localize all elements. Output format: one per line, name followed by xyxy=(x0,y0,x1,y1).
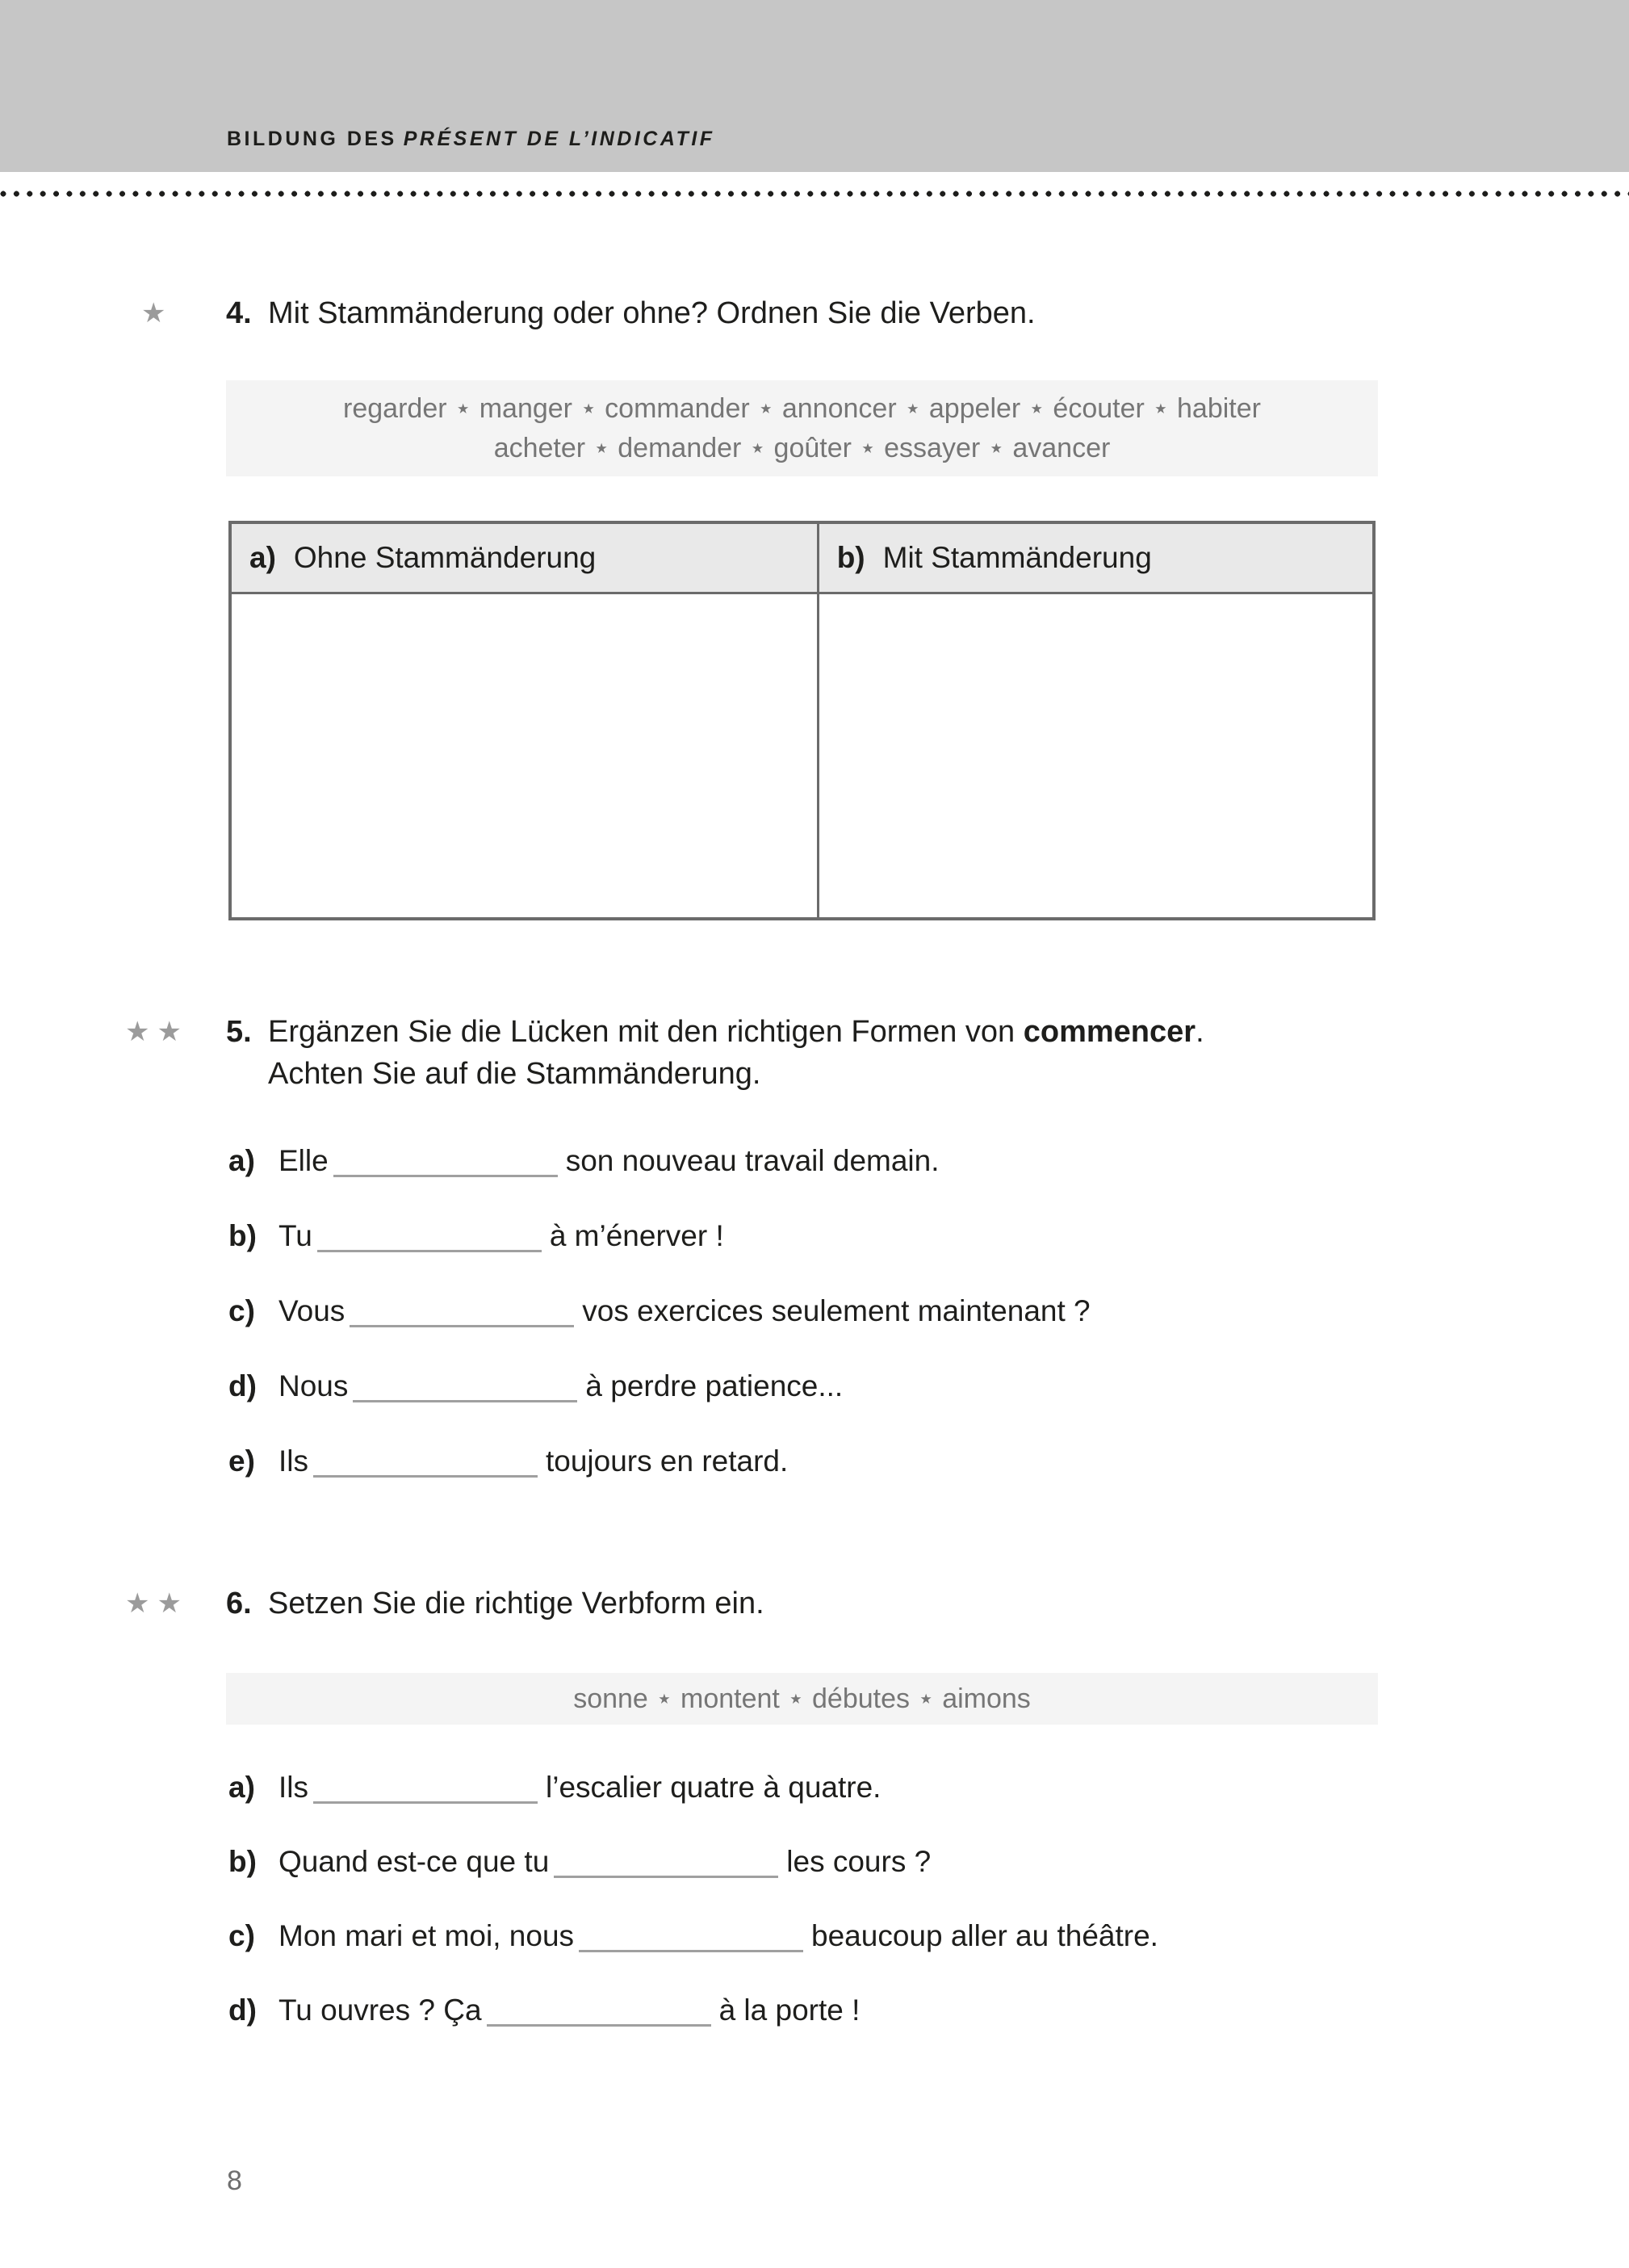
header-banner xyxy=(0,0,1629,172)
word-bank-ex6 xyxy=(226,1673,1378,1725)
title-text: Ergänzen Sie die Lücken mit den richtigen Formen von xyxy=(268,1015,1024,1049)
item-text-pre: Tu xyxy=(278,1219,312,1252)
word-bank-ex4 xyxy=(226,380,1378,476)
title-line-2: Achten Sie auf die Stammänderung. xyxy=(268,1057,761,1091)
word-bank-line: acheter ⋆ demander ⋆ goûter ⋆ essayer ⋆ avancer xyxy=(493,433,1111,463)
sort-table-body-row xyxy=(232,594,1372,917)
exercise-6-heading xyxy=(0,1586,1629,1621)
item-text-pre: Vous xyxy=(278,1294,345,1327)
blank-line xyxy=(487,1994,711,2027)
column-label: b) xyxy=(836,541,865,574)
sort-table-header-row xyxy=(232,524,1372,594)
item-text-post: vos exercices seulement maintenant ? xyxy=(582,1294,1091,1327)
item-text-post: à la porte ! xyxy=(718,1993,861,2027)
word-bank-line: sonne ⋆ montent ⋆ débutes ⋆ aimons xyxy=(573,1683,1031,1714)
item-text-pre: Quand est-ce que tu xyxy=(278,1845,550,1878)
table-header-ohne-stammaenderung xyxy=(232,524,819,592)
item-text-pre: Tu ouvres ? Ça xyxy=(278,1993,482,2027)
exercise-number: 6. xyxy=(226,1587,252,1620)
column-title: Mit Stammänderung xyxy=(882,541,1152,574)
blank-line xyxy=(333,1145,558,1177)
sort-table xyxy=(228,521,1376,920)
exercise-title: Setzen Sie die richtige Verbform ein. xyxy=(268,1587,764,1620)
item-text-post: l’escalier quatre à quatre. xyxy=(546,1771,882,1804)
difficulty-stars-icon: ★★ xyxy=(125,1016,189,1048)
item-label: b) xyxy=(228,1845,257,1878)
item-label: e) xyxy=(228,1444,255,1478)
column-label: a) xyxy=(249,541,276,574)
difficulty-stars-icon: ★★ xyxy=(125,1587,189,1620)
exercise-title: Mit Stammänderung oder ohne? Ordnen Sie die Verben. xyxy=(268,296,1036,330)
title-verb-bold: commencer xyxy=(1023,1015,1196,1049)
item-text-post: beaucoup aller au théâtre. xyxy=(811,1919,1158,1952)
item-text-pre: Ils xyxy=(278,1771,308,1804)
fill-in-item-c xyxy=(0,1918,1629,1954)
chapter-title-normal: BILDUNG DES xyxy=(227,128,397,150)
item-text-pre: Elle xyxy=(278,1144,329,1177)
blank-line xyxy=(353,1370,577,1402)
fill-in-item-a xyxy=(0,1770,1629,1805)
blank-line xyxy=(313,1771,538,1804)
exercise-number: 5. xyxy=(226,1015,252,1049)
difficulty-star-icon: ★ xyxy=(141,297,166,329)
item-label: c) xyxy=(228,1919,255,1952)
item-text-post: toujours en retard. xyxy=(546,1444,789,1478)
blank-line xyxy=(317,1220,542,1252)
exercise-6-items xyxy=(0,1770,1629,2028)
blank-line xyxy=(579,1920,803,1952)
exercise-5-heading xyxy=(0,1011,1629,1095)
fill-in-item-d xyxy=(0,1369,1629,1404)
chapter-title-italic: PRÉSENT DE L’INDICATIF xyxy=(403,128,715,150)
chapter-title xyxy=(0,128,715,172)
item-label: d) xyxy=(228,1993,257,2027)
fill-in-item-b xyxy=(0,1844,1629,1880)
item-text-post: à perdre patience... xyxy=(585,1369,844,1402)
title-text: . xyxy=(1196,1015,1204,1049)
blank-line xyxy=(350,1295,574,1327)
item-label: a) xyxy=(228,1771,255,1804)
item-text-post: les cours ? xyxy=(786,1845,932,1878)
exercise-4-heading xyxy=(0,296,1629,331)
fill-in-item-b xyxy=(0,1218,1629,1254)
table-cell-mit-empty xyxy=(819,594,1372,917)
item-text-post: son nouveau travail demain. xyxy=(565,1144,940,1177)
item-label: c) xyxy=(228,1294,255,1327)
item-text-pre: Nous xyxy=(278,1369,349,1402)
fill-in-item-e xyxy=(0,1444,1629,1479)
item-label: d) xyxy=(228,1369,257,1402)
table-cell-ohne-empty xyxy=(232,594,819,917)
blank-line xyxy=(554,1846,778,1878)
dotted-divider xyxy=(0,191,1629,197)
exercise-title xyxy=(268,1011,1204,1095)
blank-line xyxy=(313,1445,538,1478)
word-bank-line: regarder ⋆ manger ⋆ commander ⋆ annoncer ⋆ appeler ⋆ écouter ⋆ habiter xyxy=(343,393,1261,424)
item-text-pre: Mon mari et moi, nous xyxy=(278,1919,575,1952)
item-text-pre: Ils xyxy=(278,1444,308,1478)
table-header-mit-stammaenderung xyxy=(819,524,1372,592)
page-number: 8 xyxy=(227,2165,242,2196)
fill-in-item-c xyxy=(0,1293,1629,1329)
fill-in-item-d xyxy=(0,1993,1629,2028)
exercise-number: 4. xyxy=(226,296,252,330)
item-text-post: à m’énerver ! xyxy=(549,1219,724,1252)
item-label: b) xyxy=(228,1219,257,1252)
exercise-5-items xyxy=(0,1143,1629,1479)
column-title: Ohne Stammänderung xyxy=(293,541,597,574)
fill-in-item-a xyxy=(0,1143,1629,1179)
item-label: a) xyxy=(228,1144,255,1177)
